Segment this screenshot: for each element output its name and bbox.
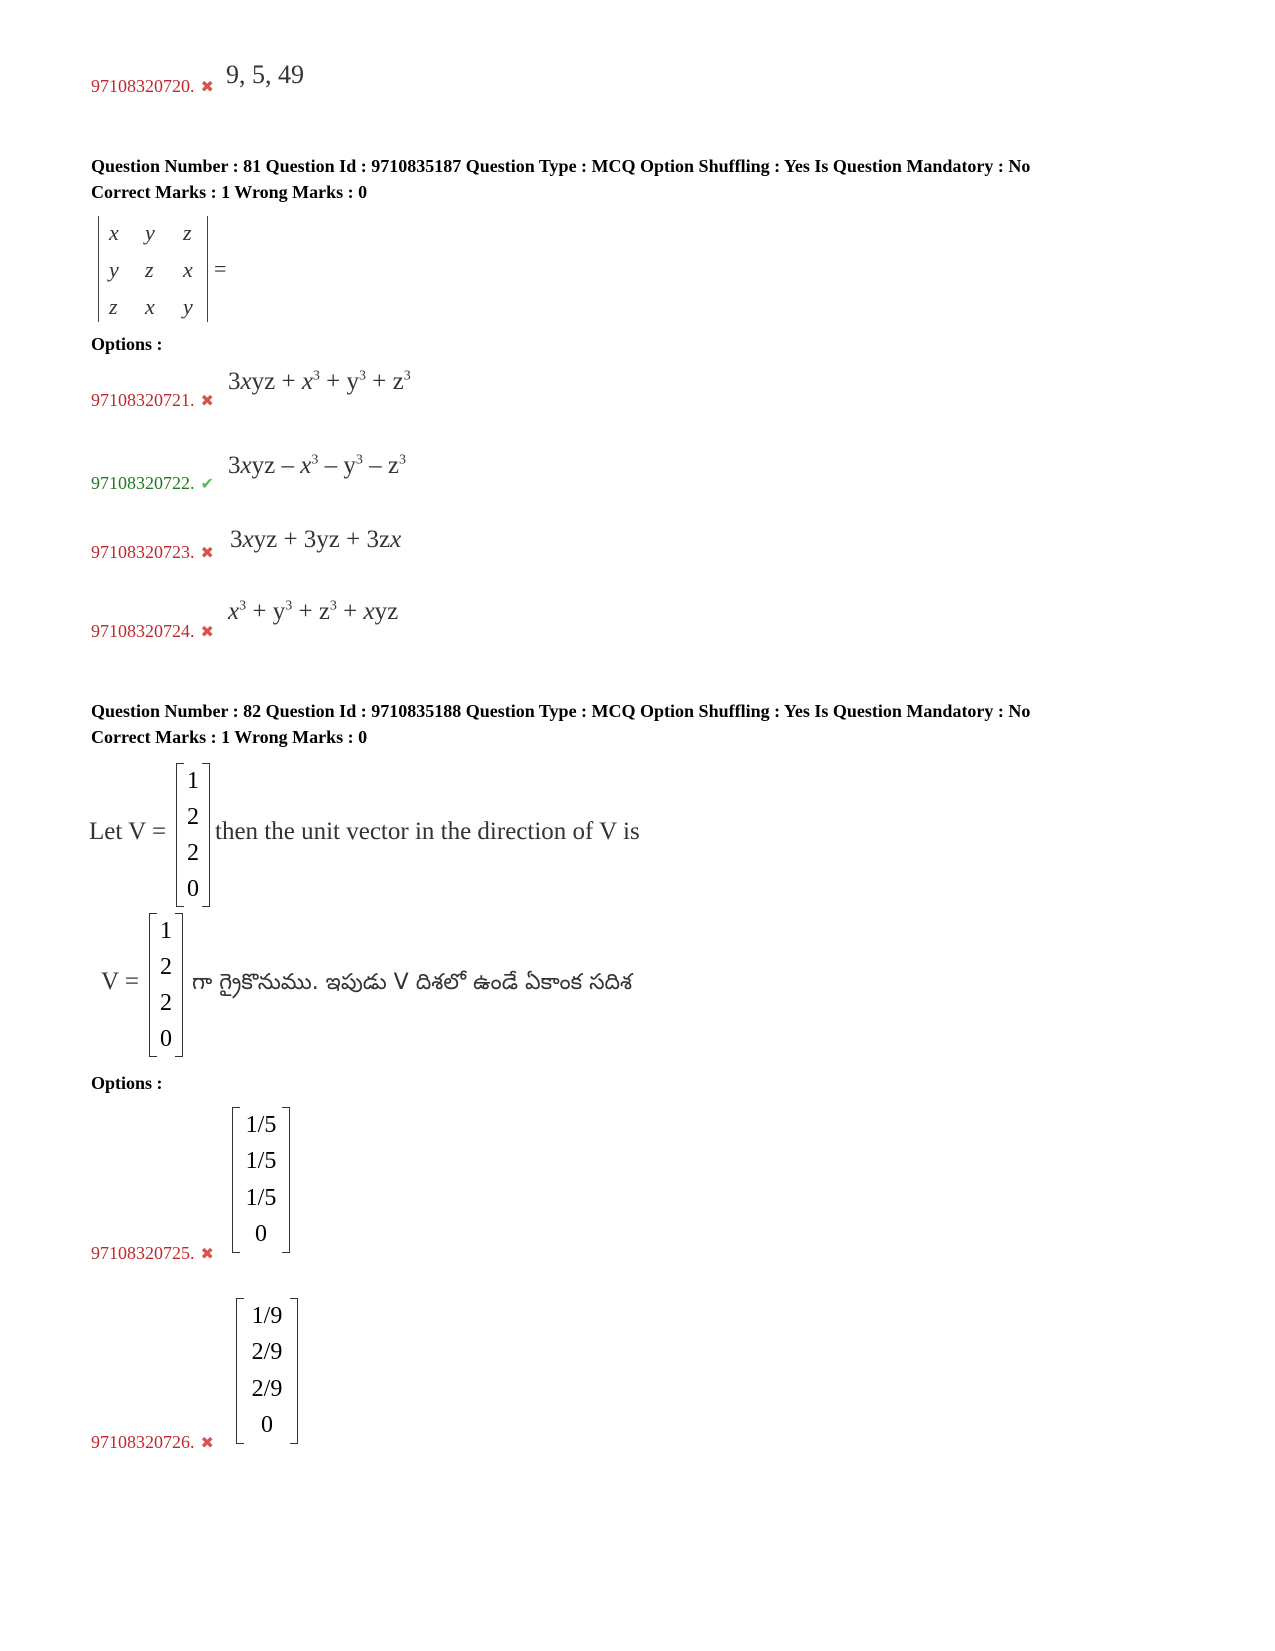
vector-entry: 0: [187, 875, 199, 902]
det-cell: z: [145, 257, 154, 282]
option-id: [91, 76, 214, 97]
vector-entry: 1/5: [245, 1148, 277, 1175]
bracket-right: [282, 1107, 290, 1253]
question-marks: Correct Marks : 1 Wrong Marks : 0: [91, 182, 368, 202]
option-id: [91, 1243, 214, 1264]
option-vector: [232, 1107, 290, 1253]
cross-icon: ✖: [200, 391, 214, 410]
cross-icon: ✖: [200, 1244, 214, 1263]
option-id: [91, 1432, 214, 1453]
det-cell: y: [109, 257, 119, 282]
option-id-text: 97108320721.: [91, 390, 195, 410]
det-cell: x: [109, 220, 119, 245]
options-label: Options :: [91, 1073, 163, 1093]
question-prefix-telugu: V =: [101, 968, 139, 995]
question-text: then the unit vector in the direction of V is: [215, 818, 640, 845]
question-meta: Question Number : 82 Question Id : 9710835188 Question Type : MCQ Option Shuffling : Yes Is Question Mandatory : No: [91, 701, 1031, 721]
question-82-header: [91, 698, 1030, 750]
vector-entry: 2: [160, 953, 172, 980]
vector-entry: 1/9: [251, 1302, 283, 1329]
option-math: $3xyz - x^3 - y^3 - z^3$: [228, 452, 406, 479]
bracket-right: [290, 1298, 298, 1444]
question-text-telugu: గా గ్రైకొనుము. ఇపుడు V దిశలో ఉండే ఏకాంక సదిశ: [192, 970, 633, 995]
vector-entry: 2: [160, 989, 172, 1016]
vector-entry: 1/5: [245, 1184, 277, 1211]
option-math: $3xyz + x^3 + y^3 + z^3$: [228, 368, 411, 395]
question-marks: Correct Marks : 1 Wrong Marks : 0: [91, 727, 368, 747]
det-cell: y: [145, 220, 155, 245]
cross-icon: ✖: [200, 1433, 214, 1452]
option-id: [91, 390, 214, 411]
vector-entry: 2/9: [251, 1375, 283, 1402]
question-prefix: Let V =: [89, 818, 167, 845]
option-math: 3xyz + 3yz + 3zx: [230, 526, 402, 553]
option-id-text: 97108320722.: [91, 473, 195, 493]
question-81-header: [91, 153, 1030, 205]
vector-entry: 0: [160, 1025, 172, 1052]
bracket-left: [149, 913, 157, 1057]
det-cell: x: [183, 257, 193, 282]
option-id-text: 97108320725.: [91, 1243, 195, 1263]
vector-entry: 2: [187, 839, 199, 866]
vector-entry: 2/9: [251, 1339, 283, 1366]
cross-icon: ✖: [200, 77, 214, 96]
determinant-equals: =: [214, 256, 227, 281]
det-cell: z: [109, 294, 118, 319]
option-text: 9, 5, 49: [226, 60, 304, 89]
option-vector: [236, 1298, 298, 1444]
cross-icon: ✖: [200, 543, 214, 562]
bracket-left: [176, 763, 184, 907]
bracket-right: [202, 763, 210, 907]
option-id-text: 97108320723.: [91, 542, 195, 562]
option-id: [91, 473, 214, 494]
option-id: [91, 621, 214, 642]
cross-icon: ✖: [200, 622, 214, 641]
bracket-left: [232, 1107, 240, 1253]
check-icon: ✔: [200, 474, 214, 493]
det-cell: z: [183, 220, 192, 245]
vector-entry: 1/5: [245, 1111, 277, 1138]
vector-entry: 1: [187, 767, 199, 794]
column-vector: [176, 763, 210, 907]
det-cell: y: [183, 294, 193, 319]
det-cell: x: [145, 294, 155, 319]
vector-entry: 0: [261, 1412, 273, 1439]
option-id-text: 97108320720.: [91, 76, 195, 96]
determinant: [98, 216, 208, 322]
option-id: [91, 542, 214, 563]
bracket-left: [236, 1298, 244, 1444]
vector-entry: 2: [187, 803, 199, 830]
options-label: Options :: [91, 334, 163, 354]
option-math: $x^3 + y^3 + z^3$ + xyz: [228, 598, 399, 625]
bracket-right: [175, 913, 183, 1057]
column-vector: [149, 913, 183, 1057]
option-id-text: 97108320726.: [91, 1432, 195, 1452]
vector-entry: 1: [160, 917, 172, 944]
option-id-text: 97108320724.: [91, 621, 195, 641]
vector-entry: 0: [255, 1221, 267, 1248]
question-meta: Question Number : 81 Question Id : 9710835187 Question Type : MCQ Option Shuffling : Yes Is Question Mandatory : No: [91, 156, 1031, 176]
